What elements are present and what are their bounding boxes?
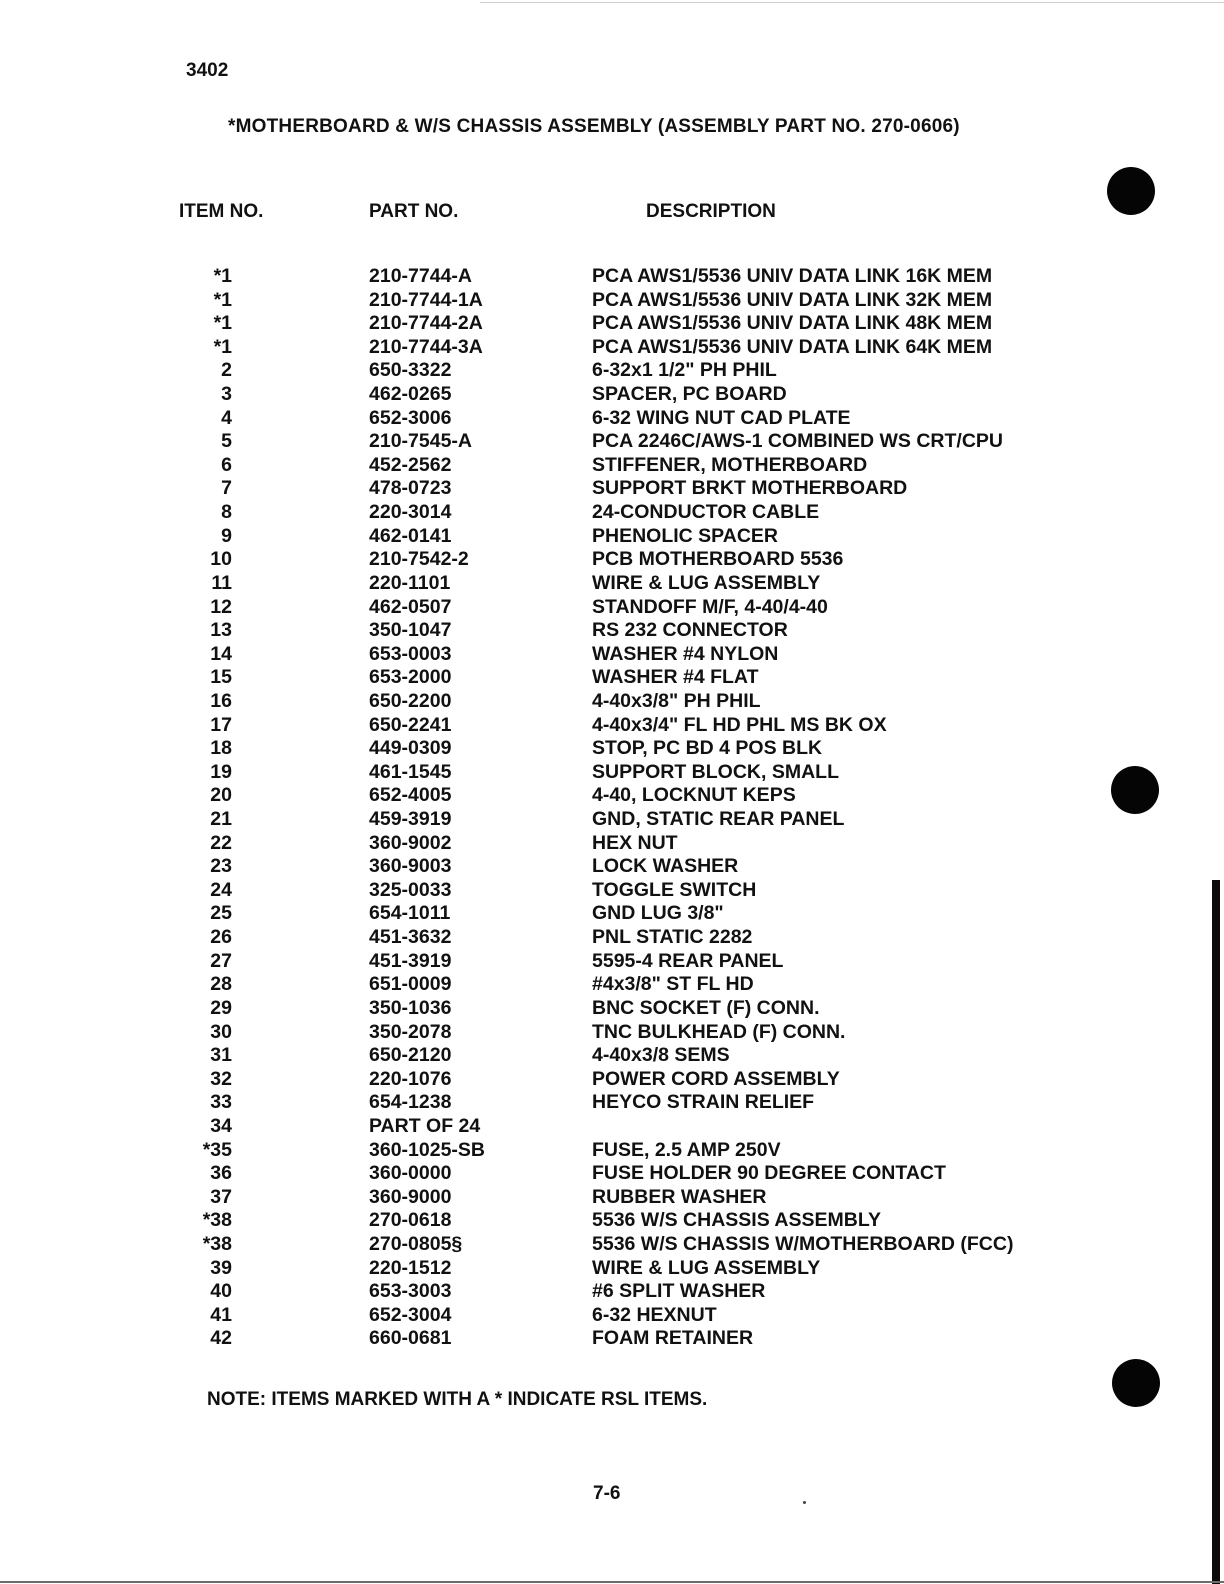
part-number: 653-3003	[369, 1280, 452, 1303]
item-number: 11	[211, 571, 232, 594]
item-number: 27	[210, 949, 232, 972]
part-number: 220-1512	[369, 1256, 452, 1279]
item-number: 39	[210, 1256, 232, 1279]
part-number: 651-0009	[369, 973, 452, 996]
page-edge-bottom	[0, 1581, 1224, 1583]
description: 24-CONDUCTOR CABLE	[592, 501, 820, 524]
part-number: 462-0265	[369, 383, 452, 406]
item-number: 40	[210, 1280, 232, 1303]
table-row	[0, 265, 1224, 289]
item-number: 6	[221, 453, 232, 476]
description: TOGGLE SWITCH	[592, 878, 757, 901]
table-row	[0, 1068, 1224, 1092]
description: SUPPORT BRKT MOTHERBOARD	[592, 477, 908, 500]
table-row	[0, 525, 1224, 549]
table-row	[0, 596, 1224, 620]
part-number: 462-0507	[369, 595, 452, 618]
table-row	[0, 1139, 1224, 1163]
table-row	[0, 619, 1224, 643]
part-number: 462-0141	[369, 524, 452, 547]
description: 5536 W/S CHASSIS ASSEMBLY	[592, 1209, 881, 1232]
table-row	[0, 454, 1224, 478]
item-number: 9	[221, 524, 232, 547]
description: WASHER #4 NYLON	[592, 642, 779, 665]
description: PNL STATIC 2282	[592, 926, 753, 949]
description: STIFFENER, MOTHERBOARD	[592, 453, 868, 476]
item-number: 26	[210, 926, 232, 949]
table-row	[0, 690, 1224, 714]
table-row	[0, 832, 1224, 856]
table-row	[0, 1021, 1224, 1045]
item-number: 32	[210, 1067, 232, 1090]
description: PCA AWS1/5536 UNIV DATA LINK 16K MEM	[592, 265, 993, 287]
table-row	[0, 714, 1224, 738]
part-number: 451-3919	[369, 949, 452, 972]
table-row	[0, 997, 1224, 1021]
description: LOCK WASHER	[592, 855, 739, 878]
table-row	[0, 1044, 1224, 1068]
part-number: 652-4005	[369, 784, 452, 807]
item-number: *1	[213, 288, 232, 311]
part-number: 360-0000	[369, 1162, 452, 1185]
table-row	[0, 336, 1224, 360]
item-number: *35	[202, 1138, 232, 1161]
part-number: 210-7744-3A	[369, 335, 483, 358]
item-number: *38	[202, 1209, 232, 1232]
description: #4x3/8" ST FL HD	[592, 973, 754, 996]
description: GND, STATIC REAR PANEL	[592, 808, 845, 831]
item-number: 25	[210, 902, 232, 925]
part-number: 270-0805§	[369, 1232, 463, 1255]
column-header-part: PART NO.	[369, 201, 459, 222]
part-number: 459-3919	[369, 808, 452, 831]
description: WASHER #4 FLAT	[592, 666, 759, 689]
table-row	[0, 950, 1224, 974]
description: STANDOFF M/F, 4-40/4-40	[592, 595, 828, 618]
table-row	[0, 643, 1224, 667]
item-number: 24	[210, 878, 232, 901]
table-row	[0, 1233, 1224, 1257]
item-number: 28	[210, 973, 232, 996]
part-number: 210-7744-A	[369, 265, 472, 287]
description: FUSE HOLDER 90 DEGREE CONTACT	[592, 1162, 946, 1185]
page-footer-number: 7-6	[593, 1483, 621, 1504]
description: SUPPORT BLOCK, SMALL	[592, 760, 839, 783]
part-number: 360-1025-SB	[369, 1138, 485, 1161]
description: POWER CORD ASSEMBLY	[592, 1067, 840, 1090]
column-header-item: ITEM NO.	[179, 201, 264, 222]
table-row	[0, 289, 1224, 313]
description: 4-40x3/8" PH PHIL	[592, 689, 761, 712]
description: WIRE & LUG ASSEMBLY	[592, 1256, 821, 1279]
part-number: 210-7545-A	[369, 430, 472, 453]
part-number: 653-2000	[369, 666, 452, 689]
item-number: 21	[210, 808, 232, 831]
table-row	[0, 1091, 1224, 1115]
table-row	[0, 407, 1224, 431]
part-number: 325-0033	[369, 878, 452, 901]
part-number: 654-1238	[369, 1091, 452, 1114]
table-row	[0, 737, 1224, 761]
page-title: *MOTHERBOARD & W/S CHASSIS ASSEMBLY (ASSEMBLY PART NO. 270-0606)	[228, 116, 960, 137]
table-row	[0, 1280, 1224, 1304]
description: PCA AWS1/5536 UNIV DATA LINK 32K MEM	[592, 288, 993, 311]
item-number: 13	[210, 619, 232, 642]
description: 6-32 WING NUT CAD PLATE	[592, 406, 851, 429]
part-number: 350-1047	[369, 619, 452, 642]
description: GND LUG 3/8"	[592, 902, 724, 925]
item-number: 36	[210, 1162, 232, 1185]
description: HEX NUT	[592, 831, 678, 854]
part-number: 350-1036	[369, 996, 452, 1019]
description: PHENOLIC SPACER	[592, 524, 778, 547]
part-number: 210-7542-2	[369, 548, 469, 571]
part-number: 452-2562	[369, 453, 452, 476]
item-number: 22	[210, 831, 232, 854]
item-number: *38	[202, 1232, 232, 1255]
part-number: PART OF 24	[369, 1114, 481, 1137]
description: 6-32x1 1/2" PH PHIL	[592, 359, 777, 382]
description: RUBBER WASHER	[592, 1185, 767, 1208]
part-number: 360-9002	[369, 831, 452, 854]
description: 4-40x3/4" FL HD PHL MS BK OX	[592, 713, 887, 736]
part-number: 650-3322	[369, 359, 452, 382]
description: TNC BULKHEAD (F) CONN.	[592, 1020, 846, 1043]
part-number: 360-9000	[369, 1185, 452, 1208]
table-row	[0, 1115, 1224, 1139]
table-row	[0, 1162, 1224, 1186]
table-row	[0, 1304, 1224, 1328]
part-number: 652-3004	[369, 1303, 452, 1326]
table-row	[0, 666, 1224, 690]
part-number: 650-2120	[369, 1044, 452, 1067]
parts-list	[0, 265, 1224, 1351]
part-number: 449-0309	[369, 737, 452, 760]
item-number: 7	[221, 477, 232, 500]
part-number: 653-0003	[369, 642, 452, 665]
part-number: 220-1101	[369, 571, 451, 594]
item-number: *1	[213, 312, 232, 335]
table-row	[0, 879, 1224, 903]
description: #6 SPLIT WASHER	[592, 1280, 766, 1303]
item-number: 14	[210, 642, 232, 665]
binder-hole-icon	[1111, 766, 1159, 814]
part-number: 650-2241	[369, 713, 452, 736]
description: SPACER, PC BOARD	[592, 383, 787, 406]
table-row	[0, 501, 1224, 525]
item-number: 17	[210, 713, 232, 736]
part-number: 220-3014	[369, 501, 452, 524]
part-number: 461-1545	[369, 760, 452, 783]
table-row	[0, 1186, 1224, 1210]
description: PCA AWS1/5536 UNIV DATA LINK 64K MEM	[592, 335, 993, 358]
part-number: 360-9003	[369, 855, 452, 878]
part-number: 270-0618	[369, 1209, 452, 1232]
binder-hole-icon	[1112, 1359, 1160, 1407]
item-number: 41	[210, 1303, 232, 1326]
part-number: 660-0681	[369, 1327, 452, 1350]
part-number: 652-3006	[369, 406, 452, 429]
table-row	[0, 784, 1224, 808]
item-number: 8	[221, 501, 232, 524]
page-edge-top	[480, 2, 1224, 3]
part-number: 350-2078	[369, 1020, 452, 1043]
item-number: 16	[210, 689, 232, 712]
part-number: 478-0723	[369, 477, 452, 500]
table-row	[0, 430, 1224, 454]
note-text: NOTE: ITEMS MARKED WITH A * INDICATE RSL ITEMS.	[207, 1389, 708, 1410]
description: 5536 W/S CHASSIS W/MOTHERBOARD (FCC)	[592, 1232, 1014, 1255]
table-row	[0, 312, 1224, 336]
part-number: 210-7744-1A	[369, 288, 483, 311]
item-number: 33	[210, 1091, 232, 1114]
table-row	[0, 902, 1224, 926]
description: PCA 2246C/AWS-1 COMBINED WS CRT/CPU	[592, 430, 1003, 453]
part-number: 210-7744-2A	[369, 312, 483, 335]
item-number: 2	[221, 359, 232, 382]
part-number: 654-1011	[369, 902, 451, 925]
table-row	[0, 973, 1224, 997]
table-row	[0, 477, 1224, 501]
scan-speck	[803, 1501, 806, 1504]
description: PCB MOTHERBOARD 5536	[592, 548, 844, 571]
part-number: 220-1076	[369, 1067, 452, 1090]
description: FUSE, 2.5 AMP 250V	[592, 1138, 781, 1161]
description: PCA AWS1/5536 UNIV DATA LINK 48K MEM	[592, 312, 993, 335]
part-number: 650-2200	[369, 689, 452, 712]
description: 5595-4 REAR PANEL	[592, 949, 784, 972]
description: 4-40x3/8 SEMS	[592, 1044, 730, 1067]
description: STOP, PC BD 4 POS BLK	[592, 737, 823, 760]
item-number: 18	[210, 737, 232, 760]
table-row	[0, 548, 1224, 572]
item-number: 29	[210, 996, 232, 1019]
part-number: 451-3632	[369, 926, 452, 949]
item-number: 37	[210, 1185, 232, 1208]
table-row	[0, 1257, 1224, 1281]
description: HEYCO STRAIN RELIEF	[592, 1091, 815, 1114]
item-number: *1	[213, 335, 232, 358]
table-row	[0, 1209, 1224, 1233]
table-row	[0, 359, 1224, 383]
item-number: 19	[210, 760, 232, 783]
item-number: 4	[221, 406, 232, 429]
binder-hole-icon	[1107, 167, 1155, 215]
table-row	[0, 926, 1224, 950]
item-number: 12	[210, 595, 232, 618]
item-number: 5	[221, 430, 232, 453]
table-row	[0, 761, 1224, 785]
item-number: 23	[210, 855, 232, 878]
item-number: 3	[221, 383, 232, 406]
table-row	[0, 855, 1224, 879]
item-number: 34	[210, 1114, 232, 1137]
item-number: 42	[210, 1327, 232, 1350]
item-number: 20	[210, 784, 232, 807]
item-number: 10	[210, 548, 232, 571]
description: BNC SOCKET (F) CONN.	[592, 996, 820, 1019]
item-number: *1	[213, 265, 232, 287]
item-number: 15	[210, 666, 232, 689]
column-header-description: DESCRIPTION	[646, 201, 776, 222]
table-row	[0, 572, 1224, 596]
table-row	[0, 1327, 1224, 1351]
description: 6-32 HEXNUT	[592, 1303, 717, 1326]
item-number: 30	[210, 1020, 232, 1043]
description: FOAM RETAINER	[592, 1327, 754, 1350]
item-number: 31	[210, 1044, 232, 1067]
table-row	[0, 383, 1224, 407]
description: WIRE & LUG ASSEMBLY	[592, 571, 821, 594]
description: RS 232 CONNECTOR	[592, 619, 788, 642]
table-row	[0, 808, 1224, 832]
description: 4-40, LOCKNUT KEPS	[592, 784, 796, 807]
document-number: 3402	[186, 60, 229, 81]
